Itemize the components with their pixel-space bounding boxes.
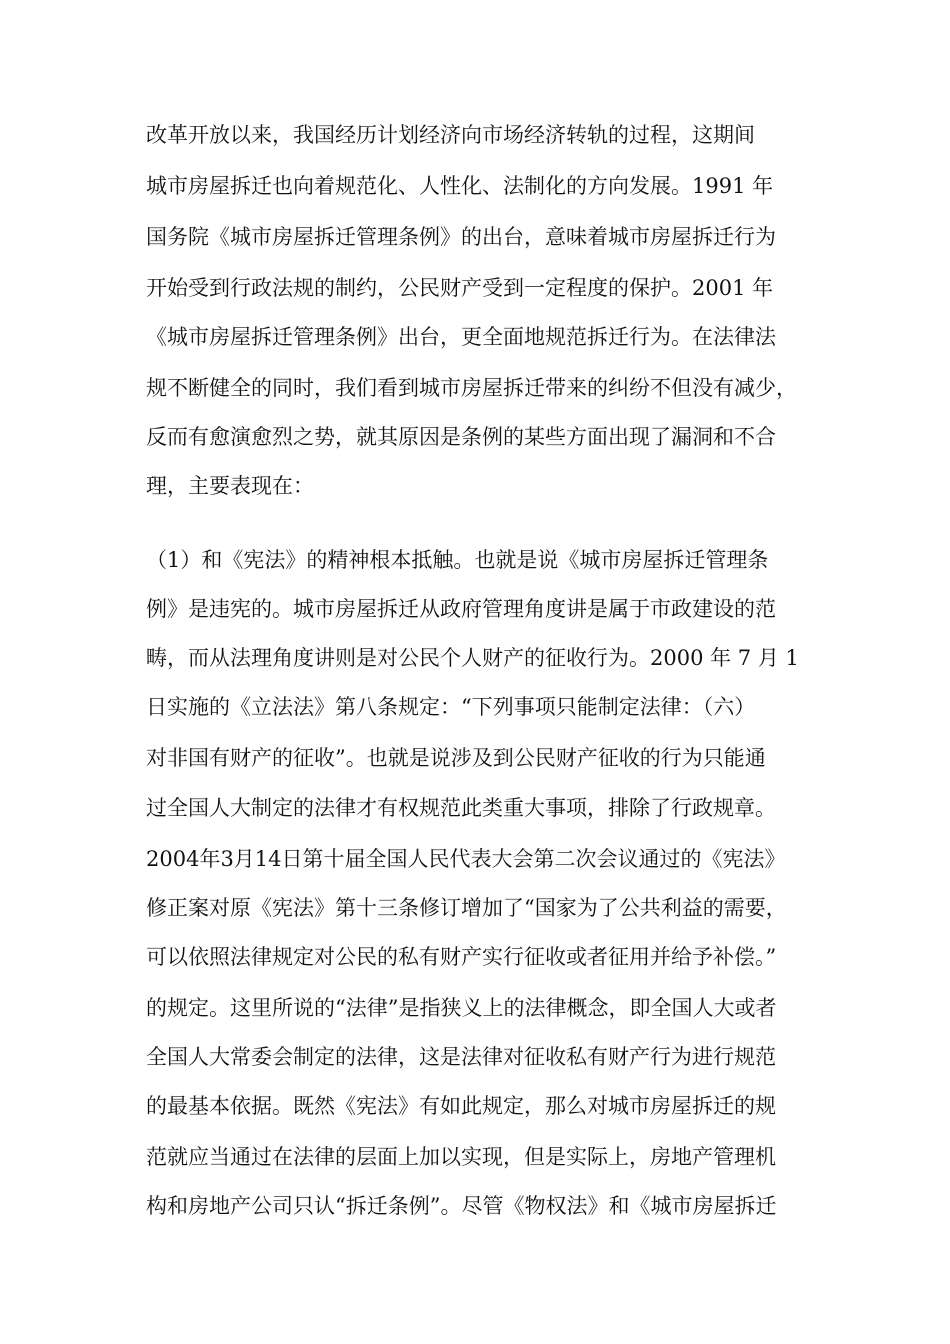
text-line: 可以依照法律规定对公民的私有财产实行征收或者征用并给予补偿。” (146, 945, 777, 969)
text-line: 对非国有财产的征收”。也就是说涉及到公民财产征收的行为只能通 (146, 746, 766, 770)
text-line: 日实施的《立法法》第八条规定：“下列事项只能制定法律：（六） (146, 695, 756, 719)
text-line: 《城市房屋拆迁管理条例》出台，更全面地规范拆迁行为。在法律法 (146, 325, 776, 349)
text-line: 过全国人大制定的法律才有权规范此类重大事项，排除了行政规章。 (146, 796, 776, 820)
text-line: 规不断健全的同时，我们看到城市房屋拆迁带来的纠纷不但没有减少， (146, 376, 797, 400)
text-line: 例》是违宪的。城市房屋拆迁从政府管理角度讲是属于市政建设的范 (146, 597, 776, 621)
text-line: 修正案对原《宪法》第十三条修订增加了“国家为了公共利益的需要， (146, 896, 787, 920)
text-line: 畴，而从法理角度讲则是对公民个人财产的征收行为。2000 年 7 月 1 (146, 646, 799, 670)
text-line: 改革开放以来，我国经历计划经济向市场经济转轨的过程，这期间 (146, 123, 755, 147)
text-line: 理，主要表现在： (146, 474, 314, 498)
text-line: 的最基本依据。既然《宪法》有如此规定，那么对城市房屋拆迁的规 (146, 1094, 776, 1118)
text-line: 构和房地产公司只认“拆迁条例”。尽管《物权法》和《城市房屋拆迁 (146, 1194, 777, 1218)
text-line: 开始受到行政法规的制约，公民财产受到一定程度的保护。2001 年 (146, 276, 774, 300)
text-line: 范就应当通过在法律的层面上加以实现，但是实际上，房地产管理机 (146, 1145, 776, 1169)
text-line: 城市房屋拆迁也向着规范化、人性化、法制化的方向发展。1991 年 (146, 174, 774, 198)
text-line: 2004年3月14日第十届全国人民代表大会第二次会议通过的《宪法》 (146, 847, 786, 871)
text-line: 反而有愈演愈烈之势，就其原因是条例的某些方面出现了漏洞和不合 (146, 425, 776, 449)
text-line: 国务院《城市房屋拆迁管理条例》的出台，意味着城市房屋拆迁行为 (146, 225, 776, 249)
text-line: 的规定。这里所说的“法律”是指狭义上的法律概念，即全国人大或者 (146, 996, 777, 1020)
text-line: 全国人大常委会制定的法律，这是法律对征收私有财产行为进行规范 (146, 1045, 776, 1069)
text-line: （1）和《宪法》的精神根本抵触。也就是说《城市房屋拆迁管理条 (146, 548, 769, 572)
